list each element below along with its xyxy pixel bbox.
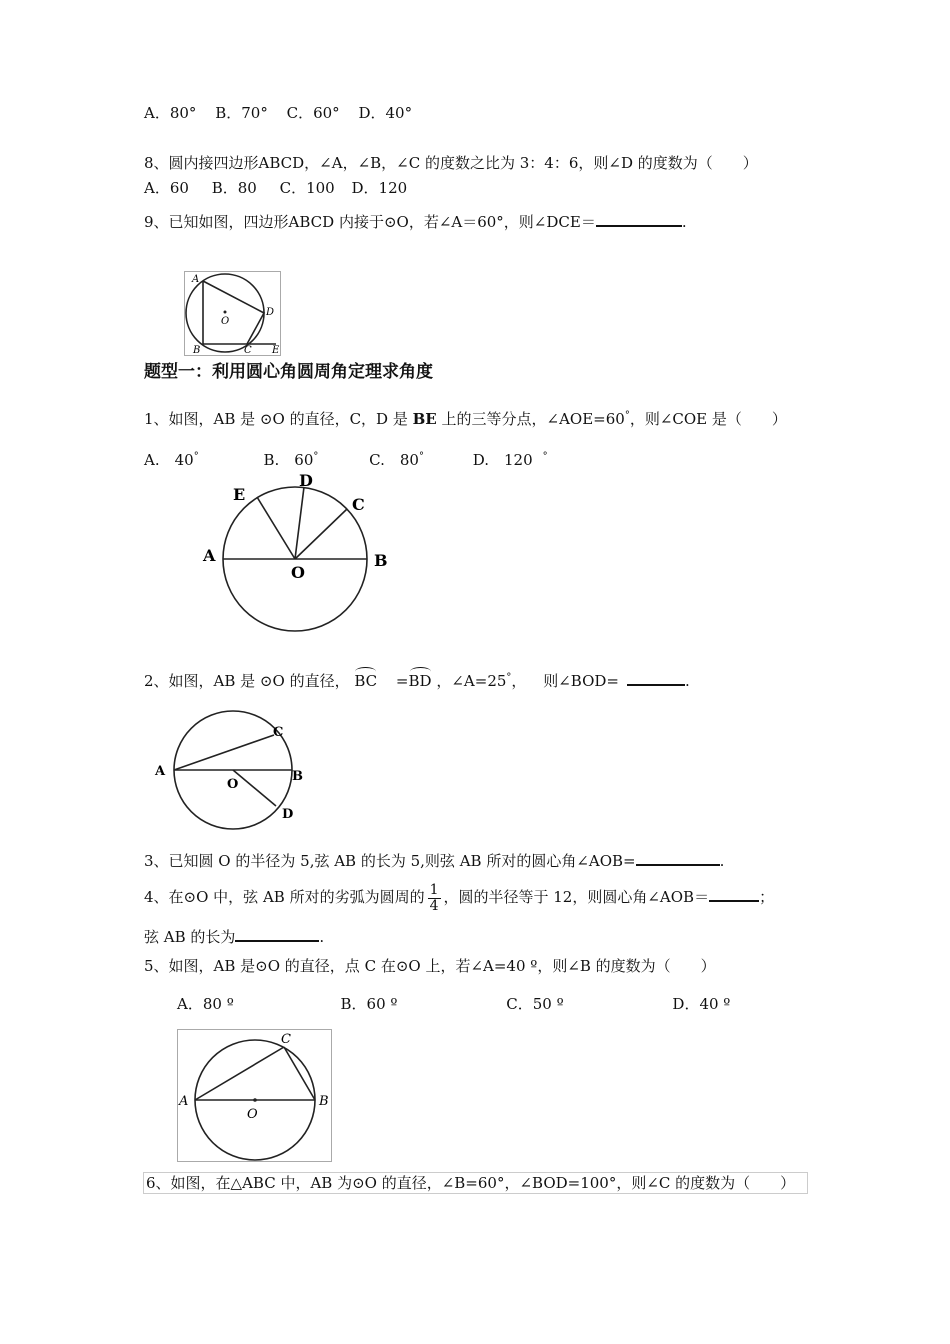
p2-text-end: 则∠BOD= bbox=[543, 672, 619, 690]
p1-arc-be: BE bbox=[412, 410, 437, 428]
p2-answer-blank bbox=[627, 670, 685, 686]
p1-option-a: A. 40 bbox=[144, 451, 194, 469]
q8-options bbox=[144, 178, 407, 198]
p4-text-post: ，圆的半径等于 12，则圆心角∠AOB＝ bbox=[443, 888, 710, 906]
p1-label-c: C bbox=[352, 495, 365, 514]
p4-text bbox=[144, 875, 774, 919]
q8-text: 8、圆内接四边形ABCD，∠A，∠B，∠C 的度数之比为 3：4：6，则∠D 的度数为（ ） bbox=[144, 154, 758, 172]
p2-comma: ， bbox=[511, 672, 527, 690]
p1-option-d: D. 120 bbox=[472, 451, 533, 469]
p5-option-d: D．40 º bbox=[672, 995, 731, 1013]
q9-figure bbox=[184, 271, 282, 357]
p2-figure bbox=[150, 708, 320, 834]
p2-period: . bbox=[684, 672, 690, 690]
p1-radius-oc bbox=[295, 509, 347, 559]
p4-text-pre: 4、在⊙O 中，弦 AB 所对的劣弧为圆周的 bbox=[144, 888, 425, 906]
q9-quadrilateral bbox=[203, 281, 264, 344]
p1-options bbox=[144, 447, 548, 470]
q7-option-b: B．70° bbox=[215, 104, 268, 122]
p2-degree: ° bbox=[506, 672, 512, 683]
q7-option-c: C．60° bbox=[286, 104, 340, 122]
q9-label-o: O bbox=[221, 316, 230, 327]
q8-option-d: D．120 bbox=[351, 179, 408, 197]
p5-figure-frame bbox=[178, 1030, 332, 1162]
p1-option-b: B. 60 bbox=[263, 451, 314, 469]
q9-period: . bbox=[681, 213, 687, 231]
p4-semicolon: ； bbox=[759, 888, 775, 906]
p5-text: 5、如图，AB 是⊙O 的直径，点 C 在⊙O 上，若∠A=40 º，则∠B 的度数为（ ） bbox=[144, 957, 716, 975]
q7-options bbox=[144, 103, 412, 123]
p5-options bbox=[177, 994, 730, 1014]
p2-text-mid: ，∠A=25 bbox=[436, 672, 507, 690]
q9-center-dot bbox=[224, 311, 227, 314]
q9-label-c: C bbox=[244, 345, 252, 356]
q9-label-a: A bbox=[192, 274, 200, 285]
q8-option-a: A．60 bbox=[144, 179, 189, 197]
p2-label-b: B bbox=[292, 769, 303, 784]
p1-label-d: D bbox=[299, 471, 313, 490]
q7-option-d: D．40° bbox=[358, 104, 413, 122]
p1-radius-od bbox=[295, 487, 304, 559]
p2-chord-ac bbox=[174, 735, 274, 770]
p5-option-c: C．50 º bbox=[506, 995, 564, 1013]
p5-option-a: A．80 º bbox=[177, 995, 234, 1013]
p2-label-c: C bbox=[273, 725, 284, 740]
p5-chord-bc bbox=[284, 1047, 315, 1100]
p1-label-a: A bbox=[203, 546, 216, 565]
p4-line2-text: 弦 AB 的长为 bbox=[144, 928, 236, 946]
p6-text: 6、如图，在△ABC 中，AB 为⊙O 的直径，∠B=60°，∠BOD=100°，则∠C 的度数为（ ） bbox=[143, 1172, 808, 1194]
p1-text-post: 上的三等分点，∠AOE=60 bbox=[441, 410, 625, 428]
p2-label-a: A bbox=[155, 764, 166, 779]
p1-option-c: C. 80 bbox=[369, 451, 419, 469]
p2-text-pre: 2、如图，AB 是 ⊙O 的直径， bbox=[144, 672, 350, 690]
q8-option-c: C．100 bbox=[279, 179, 335, 197]
p3-question: 3、已知圆 O 的半径为 5,弦 AB 的长为 5,则弦 AB 所对的圆心角∠AOB= bbox=[144, 852, 636, 870]
p1-text bbox=[144, 406, 787, 429]
p1-option-b-degree: ° bbox=[313, 451, 319, 462]
p2-radius-od bbox=[233, 770, 276, 806]
p2-label-d: D bbox=[282, 807, 294, 822]
p4-fraction-numerator: 1 bbox=[429, 881, 439, 898]
p2-arc-bd: BD bbox=[408, 672, 432, 690]
p2-text bbox=[144, 668, 690, 691]
p1-text-pre: 1、如图，AB 是 ⊙O 的直径，C，D 是 bbox=[144, 410, 408, 428]
p3-period: . bbox=[719, 852, 725, 870]
p5-figure bbox=[177, 1029, 333, 1163]
section-title: 题型一：利用圆心角圆周角定理求角度 bbox=[144, 362, 433, 382]
p5-option-b: B．60 º bbox=[340, 995, 398, 1013]
p1-radius-oe bbox=[257, 497, 295, 559]
p2-eq: = bbox=[395, 672, 409, 690]
q9-label-e: E bbox=[272, 345, 280, 356]
p5-chord-ac bbox=[195, 1047, 284, 1100]
p4-answer-blank-2 bbox=[235, 926, 319, 942]
p2-arc-bc: BC bbox=[354, 672, 378, 690]
p4-fraction bbox=[428, 883, 441, 914]
q9-label-b: B bbox=[193, 345, 201, 356]
p1-figure bbox=[196, 468, 406, 638]
p1-label-e: E bbox=[233, 485, 246, 504]
p5-label-c: C bbox=[281, 1032, 291, 1047]
p2-label-o: O bbox=[227, 777, 239, 792]
p3-text bbox=[144, 850, 724, 871]
p4-line2 bbox=[144, 926, 324, 947]
q9-answer-blank bbox=[596, 211, 682, 227]
p4-line2-period: . bbox=[319, 928, 325, 946]
p1-option-a-degree: ° bbox=[193, 451, 199, 462]
p4-answer-blank-1 bbox=[709, 886, 759, 902]
p5-label-b: B bbox=[319, 1094, 329, 1109]
q9-question: 9、已知如图，四边形ABCD 内接于⊙O，若∠A＝60°，则∠DCE＝ bbox=[144, 213, 596, 231]
p3-answer-blank bbox=[636, 850, 720, 866]
p5-label-o: O bbox=[247, 1107, 258, 1122]
p1-label-b: B bbox=[374, 551, 388, 570]
q7-option-a: A．80° bbox=[144, 104, 197, 122]
p1-option-c-degree: ° bbox=[418, 451, 424, 462]
q8-option-b: B．80 bbox=[211, 179, 257, 197]
p1-text-end: ，则∠COE 是（ ） bbox=[629, 410, 787, 428]
p4-fraction-denominator: 4 bbox=[429, 897, 439, 914]
p1-degree: ° bbox=[624, 410, 630, 421]
q9-text bbox=[144, 211, 687, 232]
p5-center-dot bbox=[253, 1098, 257, 1102]
p5-label-a: A bbox=[179, 1094, 189, 1109]
q9-label-d: D bbox=[266, 307, 275, 318]
p1-option-d-degree: ° bbox=[542, 451, 548, 462]
p1-label-o: O bbox=[291, 563, 305, 582]
